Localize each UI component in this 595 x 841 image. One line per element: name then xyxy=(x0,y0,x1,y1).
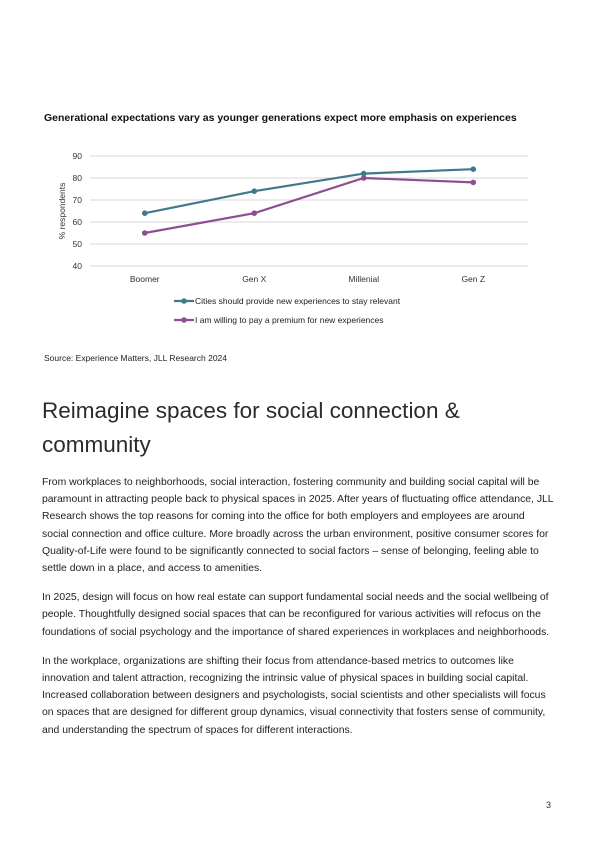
legend-entry: I am willing to pay a premium for new experiences xyxy=(195,315,384,325)
legend-entry: Cities should provide new experiences to stay relevant xyxy=(195,296,401,306)
data-point xyxy=(251,210,257,216)
data-point xyxy=(251,188,257,194)
y-axis-label: % respondents xyxy=(57,182,67,240)
series-line xyxy=(145,178,474,233)
paragraph: In 2025, design will focus on how real estate can support fundamental social needs and the social wellbeing of people. Thoughtfully designed social spaces that can be reconfigured for various activities will refocus on the foundations of social psychology and the importance of shared experiences in workplaces and neighborhoods. xyxy=(42,592,550,638)
y-tick-label: 80 xyxy=(72,173,82,183)
y-tick-label: 90 xyxy=(72,151,82,161)
y-tick-label: 40 xyxy=(72,261,82,271)
chart-source: Source: Experience Matters, JLL Research 2024 xyxy=(44,353,228,363)
body-text xyxy=(42,474,554,751)
page-number: 3 xyxy=(546,800,552,810)
paragraph: From workplaces to neighborhoods, social interaction, fostering community and building social capital will be paramount in attracting people back to physical spaces in 2025. After years of fluctuating office attendance, JLL Research shows the top reasons for coming into the office for both employers and employees are around social connection and office culture. More broadly across the urban environment, positive consumer scores for Quality-of-Life were found to be significantly connected to social factors – sense of belonging, feeling able to settle down in a place, and access to amenities. xyxy=(42,477,554,575)
x-tick-label: Millenial xyxy=(348,274,380,284)
data-point xyxy=(361,175,367,181)
y-tick-label: 60 xyxy=(72,217,82,227)
data-point xyxy=(470,180,476,186)
y-tick-label: 50 xyxy=(72,239,82,249)
legend-swatch-marker xyxy=(181,317,187,323)
x-tick-label: Gen Z xyxy=(461,274,486,284)
data-point xyxy=(142,210,148,216)
x-tick-label: Boomer xyxy=(129,274,160,284)
y-tick-label: 70 xyxy=(72,195,82,205)
line-chart xyxy=(40,142,540,334)
paragraph: In the workplace, organizations are shifting their focus from attendance-based metrics to outcomes like innovation and talent attraction, recognizing the intrinsic value of physical spaces in building social capital. Increased collaboration between designers and psychologists, social scientists and other specialists will focus on spaces that are designed for different group dynamics, visual connectivity that fosters sense of community, and understanding the spectrum of spaces for different interactions. xyxy=(42,655,546,736)
data-point xyxy=(142,230,148,236)
chart-title: Generational expectations vary as younger generations expect more emphasis on experiences xyxy=(44,112,517,124)
section-heading: Reimagine spaces for social connection & community xyxy=(42,398,460,457)
data-point xyxy=(470,166,476,172)
legend-swatch-marker xyxy=(181,298,187,304)
series-line xyxy=(145,169,474,213)
x-tick-label: Gen X xyxy=(242,274,267,284)
